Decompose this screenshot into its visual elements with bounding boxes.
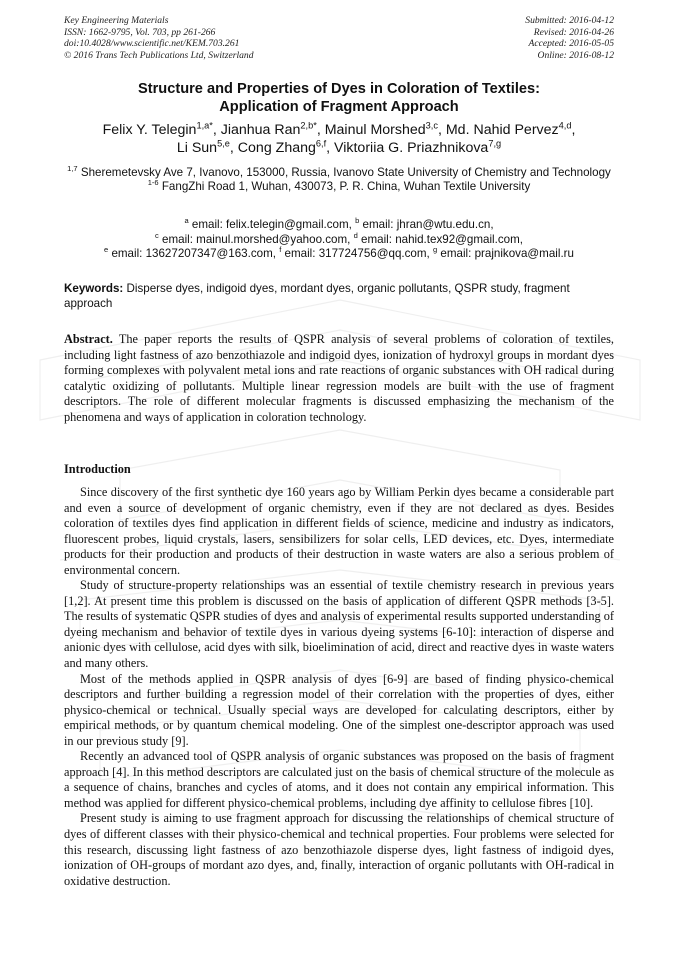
author-name: Cong Zhang	[237, 140, 316, 156]
journal-issn: ISSN: 1662-9795, Vol. 703, pp 261-266	[64, 26, 216, 38]
email-link[interactable]: email: felix.telegin@gmail.com,	[191, 218, 352, 231]
author-name: Mainul Morshed	[324, 122, 426, 138]
affiliation-item: $^{1-6}$ FangZhi Road 1, Wuhan, 430073, P. R. China, Wuhan Textile University	[147, 178, 531, 194]
paragraph: Study of structure-property relationships was an essential of textile chemistry research in previous years [1,2]. At present time this problem is discussed on the basis of application of different QSPR methods [3-5]. The results of systematic QSPR studies of dyes and analysis of experimental results supported understanding of dyeing mechanism and behavior of textile dyes in various dyeing systems [6-10]: interaction of disperse and anionic dyes with cellulose, acid dyes with silk, bioelimination of acid, direct and reactive dyes in waste waters and many others.	[64, 578, 614, 671]
introduction-body	[64, 485, 614, 889]
keywords-text: Disperse dyes, indigoid dyes, mordant dyes, organic pollutants, QSPR study, fragment approach	[64, 282, 570, 310]
journal-name: Key Engineering Materials	[64, 15, 169, 26]
author-list: Felix Y. Telegin$^{1,a*}$, Jianhua Ran$^{2,b*}$, Mainul Morshed$^{3,c}$, Md. Nahid Pervez$^{4,d}$, Li Sun$^{5,e}$, Cong Zhang$^{6,f}$, Viktoriia G. Priazhnikova$^{7,g}$	[102, 120, 576, 156]
keywords-label: Keywords:	[64, 282, 124, 295]
journal-doi: doi:10.4028/www.scientific.net/KEM.703.261	[64, 38, 240, 50]
paragraph: Recently an advanced tool of QSPR analysis of organic substances was proposed on the basis of fragment approach [4]. In this method descriptors are calculated just on the basis of chemical structure of the molecule as a sequence of chains, branches and cycles of atoms, and it does not contain any empirical information. This method was applied for different physico-chemical problems, including dye affinity to cellulose fibres [10].	[64, 749, 614, 810]
author-name: Md. Nahid Pervez	[445, 122, 559, 138]
email-list: $^a$ email: felix.telegin@gmail.com, $^b$ email: jhran@wtu.edu.cn, $^c$ email: mainul.morshed@yahoo.com, $^d$ email: nahid.tex92@gmail.com, $^e$ email: 13627207347@163.com, $^f$ email: 317724756@qq.com, $^g$ email: prajnikova@mail.ru	[104, 216, 574, 261]
email-link[interactable]: email: 317724756@qq.com,	[284, 247, 430, 261]
author-affil: 4,d	[558, 120, 572, 131]
paragraph: Most of the methods applied in QSPR analysis of dyes [6-9] are based of finding physico-chemical descriptors and further building a regression model of their correlation with the properties of dyes, either physico-chemical or technical. Usually special ways are developed for calculating descriptors, either by empirical methods, or by quantum chemical modeling. One of the simplest one-descriptor approach was used in our previous study [9].	[64, 671, 614, 748]
author-affil: 3,c	[425, 120, 438, 131]
email-link[interactable]: email: prajnikova@mail.ru	[440, 247, 574, 261]
author-name: Viktoriia G. Priazhnikova	[334, 140, 489, 156]
author-affil: 1,a*	[196, 120, 213, 131]
author-affil: 5,e	[217, 138, 230, 149]
email-link[interactable]: email: mainul.morshed@yahoo.com,	[162, 232, 351, 246]
date-online: Online: 2016-08-12	[537, 49, 614, 61]
date-submitted: Submitted: 2016-04-12	[525, 15, 614, 26]
submission-dates	[525, 15, 614, 61]
email-link[interactable]: email: nahid.tex92@gmail.com,	[361, 232, 523, 246]
affiliations	[64, 166, 614, 194]
abstract-label: Abstract.	[64, 332, 113, 346]
abstract	[64, 332, 614, 426]
paragraph: Present study is aiming to use fragment approach for discussing the relationships of chemical structure of dyes of different classes with their physico-chemical and technical properties. Four problems were selected for this research, discussing light fastness of azo benzothiazole disperse dyes, light fastness of indigoid dyes, ionization of OH-groups of mordant azo dyes, and, finally, interaction of organic pollutants with OH-radical in oxidative destruction.	[64, 811, 614, 888]
affiliation-item: $^{1,7}$ Sheremetevsky Ave 7, Ivanovo, 153000, Russia, Ivanovo State University of Chemistry and Technology	[67, 164, 611, 179]
email-link[interactable]: email: jhran@wtu.edu.cn,	[362, 218, 494, 231]
section-heading-introduction: Introduction	[64, 462, 131, 476]
author-affil: 6,f	[315, 138, 327, 149]
title-line-2: Application of Fragment Approach	[219, 99, 459, 115]
abstract-text: The paper reports the results of QSPR analysis of several problems of coloration of textiles, including light fastness of azo benzothiazole and indigoid dyes, ionization of hydroxyl groups in mordant dyes forming complexes with polyvalent metal ions and rate reactions of organic substances with OH radical during catalytic oxidizing of pollutants. Multiple linear regression models are built with the use of fragment descriptors. The role of different molecular fragments is discussed emphasizing the mechanism of the phenomena and ways of application in coloration technology.	[64, 332, 614, 424]
author-name: Felix Y. Telegin	[102, 122, 197, 138]
author-affil: 7,g	[488, 138, 502, 149]
email-link[interactable]: email: 13627207347@163.com,	[111, 247, 276, 261]
keywords	[64, 282, 614, 311]
author-affil: 2,b*	[300, 120, 317, 131]
author-name: Jianhua Ran	[220, 122, 301, 138]
paragraph: Since discovery of the first synthetic dye 160 years ago by William Perkin dyes became a considerable part and even a source of development of organic chemistry, even if they are not declared as dyes. Besides coloration of textiles dyes find application in different fields of science, medicine and industry as indicators, fluorescent probes, liquid crystals, lasers, sensibilizers for solar cells, LED devices, etc. Dyes, intermediate products for their production and products of their destruction in waste waters are also a serious problem of environmental concern.	[64, 485, 614, 577]
paper-title	[64, 80, 614, 116]
journal-info	[64, 15, 254, 61]
author-name: Li Sun	[176, 140, 218, 156]
title-line-1: Structure and Properties of Dyes in Coloration of Textiles:	[138, 81, 540, 97]
date-accepted: Accepted: 2016-05-05	[528, 38, 614, 50]
journal-copyright: © 2016 Trans Tech Publications Ltd, Switzerland	[64, 49, 254, 61]
date-revised: Revised: 2016-04-26	[533, 26, 614, 38]
